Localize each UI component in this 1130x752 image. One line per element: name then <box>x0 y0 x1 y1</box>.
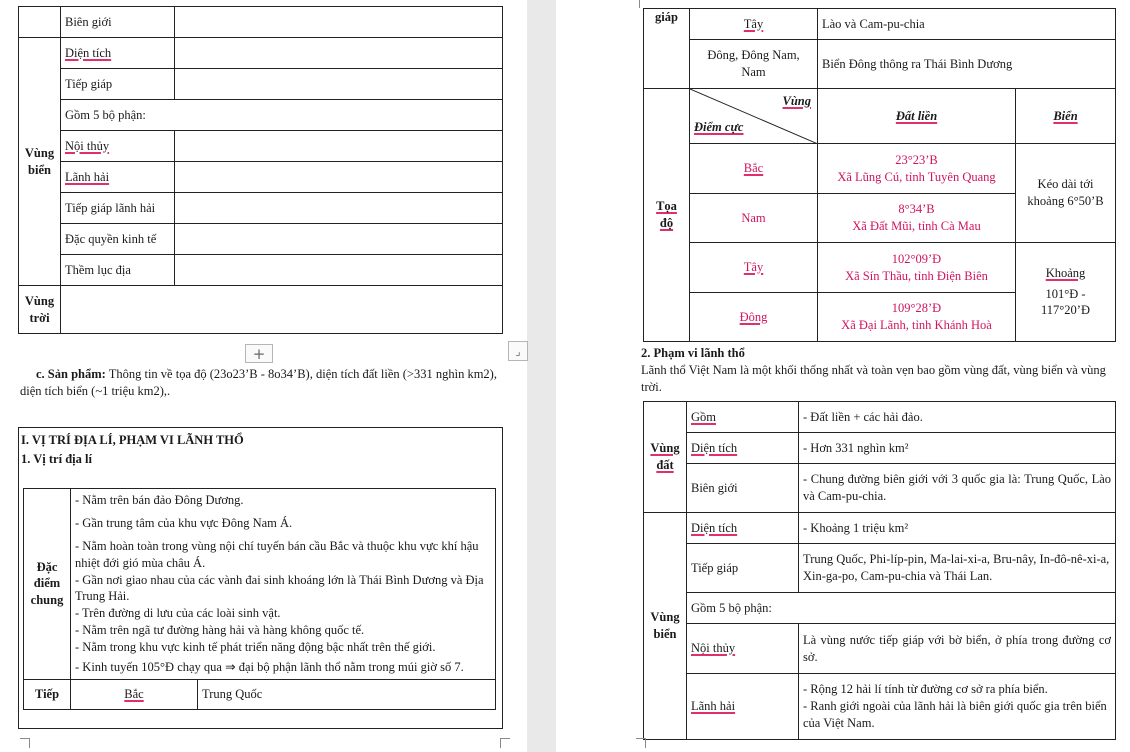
sky-zone-label: Vùng trời <box>19 286 61 334</box>
table-cell: Tây <box>690 243 818 293</box>
territory-table <box>643 401 1116 740</box>
list-item: - Nằm trên bán đảo Đông Dương. <box>75 493 244 507</box>
table-cell <box>175 7 503 38</box>
table-cell: Tây <box>690 9 818 40</box>
margin-corner-mark <box>20 738 30 748</box>
table-cell: - Đất liền + các hải đảo. <box>799 402 1116 433</box>
table-cell: Diện tích <box>687 513 799 544</box>
right-page <box>556 0 1130 752</box>
list-item: - Trên đường di lưu của các loài sinh vật. <box>75 606 281 621</box>
list-item: - Nằm hoàn toàn trong vùng nội chí tuyến bán cầu Bắc và thuộc khu vực khí hậu nhiệt đới gió mùa châu Á. <box>75 538 479 570</box>
table-cell: Tiếp giáp lãnh hải <box>61 193 175 224</box>
land-zone-label: Vùng đất <box>644 402 687 513</box>
list-item: - Nằm trong khu vực kinh tế phát triển năng động bậc nhất trên thế giới. <box>75 640 436 654</box>
sea-zone-label: Vùng biển <box>19 38 61 286</box>
col-header-sea: Biển <box>1016 89 1116 144</box>
table-cell: Nam <box>690 194 818 243</box>
scope-title: 2. Phạm vi lãnh thổ <box>641 346 745 360</box>
coords-table <box>643 8 1116 342</box>
table-cell <box>175 193 503 224</box>
border-label: Tiếp <box>24 679 71 709</box>
coord-cell: 8°34’B Xã Đất Mũi, tỉnh Cà Mau <box>818 194 1016 243</box>
table-cell: Trung Quốc <box>198 679 496 709</box>
table-cell: - Hơn 331 nghìn km² <box>799 433 1116 464</box>
sea-table <box>18 6 503 334</box>
page-gutter <box>527 0 556 752</box>
add-row-button[interactable]: + <box>245 344 273 363</box>
table-cell: Biển Đông thông ra Thái Bình Dương <box>818 40 1116 89</box>
diag-top-label: Vùng <box>782 94 811 108</box>
scope-paragraph: Lãnh thổ Việt Nam là một khối thống nhất và toàn vẹn bao gồm vùng đất, vùng biển và vùng trời. <box>641 363 1106 395</box>
table-cell: Diện tích <box>61 38 175 69</box>
subsection-title: 1. Vị trí địa lí <box>21 452 92 466</box>
diag-bottom-label: Điểm cực <box>694 120 744 135</box>
product-paragraph: c. Sản phẩm: Thông tin về tọa độ (23o23’B - 8o34’B), diện tích đất liền (>331 nghìn km2), diện tích biển (~1 triệu km2),. <box>20 367 497 399</box>
table-cell <box>175 224 503 255</box>
table-cell <box>175 255 503 286</box>
table-cell <box>175 38 503 69</box>
coord-cell: 109°28’Đ Xã Đại Lãnh, tỉnh Khánh Hoà <box>818 293 1016 342</box>
table-cell <box>61 286 503 334</box>
table-cell: Biên giới <box>61 7 175 38</box>
coord-cell: 102°09’Đ Xã Sín Thầu, tỉnh Điện Biên <box>818 243 1016 293</box>
table-cell: - Chung đường biên giới với 3 quốc gia là: Trung Quốc, Lào và Cam-pu-chia. <box>799 464 1116 513</box>
coord-cell: 23°23’B Xã Lũng Cú, tỉnh Tuyên Quang <box>818 144 1016 194</box>
table-cell: Lãnh hải <box>61 162 175 193</box>
margin-corner-mark <box>630 0 640 8</box>
features-table <box>23 488 496 710</box>
sea-extent-ns: Kéo dài tới khoảng 6°50’B <box>1016 144 1116 243</box>
col-header-land: Đất liền <box>818 89 1016 144</box>
table-cell: Tiếp giáp <box>61 69 175 100</box>
table-cell: Là vùng nước tiếp giáp với bờ biển, ở phía trong đường cơ sở. <box>799 624 1116 674</box>
table-cell: Thềm lục địa <box>61 255 175 286</box>
table-resize-handle[interactable]: ⌟ <box>508 341 528 361</box>
diagonal-header-cell <box>690 89 818 144</box>
table-cell: Đông, Đông Nam, Nam <box>690 40 818 89</box>
sea-zone-label: Vùng biển <box>644 513 687 740</box>
table-cell: Biên giới <box>687 464 799 513</box>
table-cell: Bắc <box>690 144 818 194</box>
table-cell <box>175 131 503 162</box>
table-cell: Đông <box>690 293 818 342</box>
table-cell: Gồm 5 bộ phận: <box>61 100 503 131</box>
table-cell <box>19 7 61 38</box>
coords-label: Tọa độ <box>644 89 690 342</box>
table-cell: - Khoảng 1 triệu km² <box>799 513 1116 544</box>
left-page <box>0 0 527 752</box>
table-cell: - Rộng 12 hải lí tính từ đường cơ sở ra phía biển. - Ranh giới ngoài của lãnh hải là biên giới quốc gia trên biển của Việt Nam. <box>799 674 1116 740</box>
border-label: giáp <box>644 9 690 89</box>
table-cell <box>175 69 503 100</box>
table-cell: Trung Quốc, Phi-líp-pin, Ma-lai-xi-a, Bru-nây, In-đô-nê-xi-a, Xin-ga-po, Cam-pu-chia và Thái Lan. <box>799 544 1116 593</box>
table-cell: Diện tích <box>687 433 799 464</box>
table-cell: Lào và Cam-pu-chia <box>818 9 1116 40</box>
table-cell: Đặc quyền kinh tế <box>61 224 175 255</box>
table-cell: Nội thủy <box>687 624 799 674</box>
sea-extent-ew: Khoảng 101°Đ - 117°20’Đ <box>1016 243 1116 342</box>
table-cell: Gồm <box>687 402 799 433</box>
table-cell: Tiếp giáp <box>687 544 799 593</box>
list-item: - Gần trung tâm của khu vực Đông Nam Á. <box>75 515 293 530</box>
list-item: - Nằm trên ngã tư đường hàng hải và hàng không quốc tế. <box>75 623 365 638</box>
table-cell: Gồm 5 bộ phận: <box>687 593 1116 624</box>
margin-corner-mark <box>636 738 646 748</box>
table-cell: Nội thủy <box>61 131 175 162</box>
margin-corner-mark <box>500 738 510 748</box>
features-cell <box>71 489 496 680</box>
list-item: - Gần nơi giao nhau của các vành đai sinh khoáng lớn là Thái Bình Dương và Địa Trung Hải. <box>75 572 484 604</box>
table-cell: Bắc <box>71 679 198 709</box>
section-title: I. VỊ TRÍ ĐỊA LÍ, PHẠM VI LÃNH THỔ <box>21 433 244 447</box>
features-label: Đặc điểm chung <box>24 489 71 680</box>
list-item: - Kinh tuyến 105°Đ chạy qua ⇒ đại bộ phận lãnh thổ nằm trong múi giờ số 7. <box>75 659 464 674</box>
table-cell <box>175 162 503 193</box>
table-cell: Lãnh hải <box>687 674 799 740</box>
